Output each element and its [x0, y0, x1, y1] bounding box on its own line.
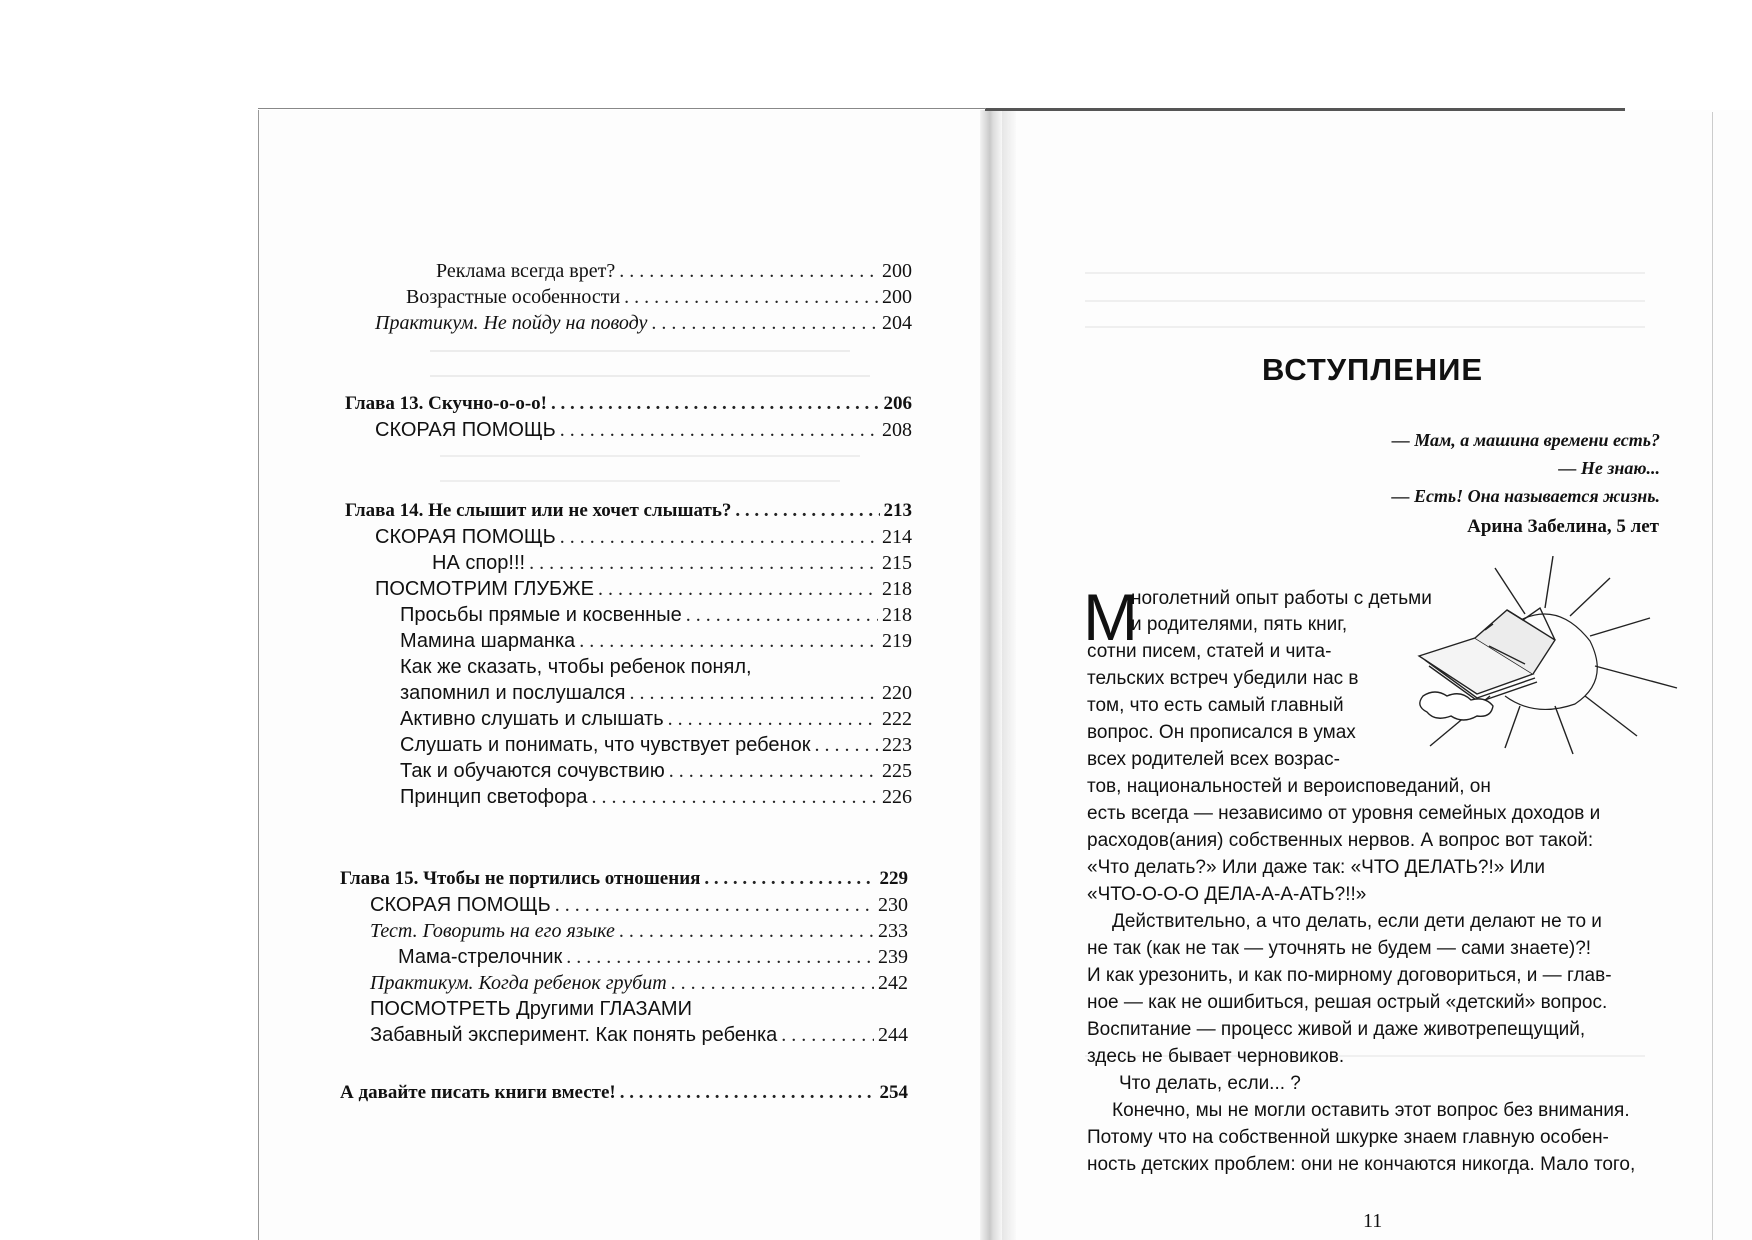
epigraph-line: — Есть! Она называется жизнь. — [1391, 486, 1660, 506]
leader-dots — [686, 604, 878, 627]
toc-entry-page: 200 — [882, 286, 912, 308]
body-line: есть всегда — независимо от уровня семейных доходов и — [1087, 803, 1601, 824]
toc-chapter — [345, 500, 912, 522]
leader-dots — [620, 1082, 876, 1104]
toc-entry — [398, 946, 908, 969]
toc-entry-title: Активно слушать и слышать — [400, 708, 664, 730]
epigraph-line: — Не знаю... — [1558, 458, 1660, 478]
toc-entry — [400, 760, 912, 783]
body-line: том, что есть самый главный — [1087, 695, 1344, 716]
toc-entry-page: 206 — [883, 393, 912, 414]
toc-entry-title: Слушать и понимать, что чувствует ребенок — [400, 734, 811, 756]
bleed-through-line — [1085, 300, 1645, 302]
body-line: сотни писем, статей и чита- — [1087, 641, 1332, 662]
toc-entry-title: запомнил и послушался — [400, 682, 626, 704]
body-line: тов, национальностей и вероисповеданий, он — [1087, 776, 1491, 797]
toc-entry-page: 229 — [879, 868, 908, 889]
toc-entry-page: 213 — [883, 500, 912, 521]
toc-entry — [400, 604, 912, 627]
leader-dots — [551, 393, 880, 415]
toc-entry — [400, 630, 912, 653]
toc-entry — [375, 578, 912, 601]
bleed-through-line — [440, 480, 840, 482]
toc-entry-title: Как же сказать, чтобы ребенок понял, — [400, 656, 752, 678]
toc-entry-page: 239 — [878, 946, 908, 968]
bleed-through-line — [1085, 272, 1645, 274]
toc-entry — [370, 972, 908, 995]
toc-entry-title: Глава 15. Чтобы не портились отношения — [340, 868, 701, 889]
body-line: тельских встреч убедили нас в — [1087, 668, 1359, 689]
toc-entry-page: 214 — [882, 526, 912, 548]
page-number: 11 — [1363, 1210, 1383, 1232]
toc-entry-title: ПОСМОТРЕТЬ Другими ГЛАЗАМИ — [370, 998, 692, 1020]
chapter-title: ВСТУПЛЕНИЕ — [1262, 352, 1484, 387]
body-line: ное — как не ошибиться, решая острый «детский» вопрос. — [1087, 992, 1608, 1013]
toc-entry — [400, 682, 912, 705]
body-line: Потому что на собственной шкурке знаем главную особен- — [1087, 1127, 1609, 1148]
toc-entry-page: 222 — [882, 708, 912, 730]
page-top-edge — [985, 108, 1625, 111]
toc-entry-title: Тест. Говорить на его языке — [370, 920, 615, 942]
leader-dots — [669, 760, 878, 783]
toc-entry — [370, 920, 908, 943]
toc-entry-title: Практикум. Когда ребенок грубит — [370, 972, 667, 994]
book-gutter — [980, 110, 1002, 1240]
toc-entry-page: 220 — [882, 682, 912, 704]
toc-entry-page: 233 — [878, 920, 908, 942]
toc-entry-title: Принцип светофора — [400, 786, 588, 808]
toc-entry-title: Практикум. Не пойду на поводу — [375, 312, 648, 334]
leader-dots — [566, 946, 874, 969]
leader-dots — [651, 312, 878, 335]
body-line: ноголетний опыт работы с детьми — [1131, 588, 1432, 609]
toc-entry-page: 223 — [882, 734, 912, 756]
toc-entry — [375, 312, 912, 335]
body-line: Что делать, если... ? — [1119, 1073, 1301, 1094]
toc-entry-title: Так и обучаются сочувствию — [400, 760, 665, 782]
page-right-edge — [1712, 112, 1713, 1240]
leader-dots — [735, 500, 879, 522]
toc-entry-page: 226 — [882, 786, 912, 808]
toc-entry-title: Возрастные особенности — [406, 286, 621, 308]
bleed-through-line — [440, 455, 860, 457]
toc-entry-page: 204 — [882, 312, 912, 334]
leader-dots — [671, 972, 874, 995]
leader-dots — [619, 260, 878, 283]
body-line: здесь не бывает черновиков. — [1087, 1046, 1345, 1067]
toc-entry-title: Глава 14. Не слышит или не хочет слышать? — [345, 500, 732, 521]
leader-dots — [598, 578, 878, 601]
toc-entry — [432, 552, 912, 575]
leader-dots — [579, 630, 878, 653]
toc-entry — [375, 419, 912, 442]
epigraph-line: — Мам, а машина времени есть? — [1391, 430, 1660, 450]
bleed-through-line — [430, 350, 850, 352]
toc-entry-title: Просьбы прямые и косвенные — [400, 604, 682, 626]
toc-entry-title: Мамина шарманка — [400, 630, 576, 652]
toc-entry-page: 219 — [882, 630, 912, 652]
toc-entry-page: 215 — [882, 552, 912, 574]
body-line: всех родителей всех возрас- — [1087, 749, 1340, 770]
toc-entry-title: СКОРАЯ ПОМОЩЬ — [370, 894, 551, 916]
toc-entry — [370, 1024, 908, 1047]
toc-chapter — [345, 393, 912, 415]
body-line: вопрос. Он прописался в умах — [1087, 722, 1356, 743]
toc-entry-page: 218 — [882, 604, 912, 626]
leader-dots — [560, 526, 878, 549]
toc-entry — [400, 708, 912, 731]
body-line: «ЧТО-О-О-О ДЕЛА-А-А-АТЬ?!!» — [1087, 884, 1367, 905]
body-line: ность детских проблем: они не кончаются никогда. Мало того, — [1087, 1154, 1636, 1175]
leader-dots — [704, 868, 875, 890]
book-with-sunrays-icon — [1405, 556, 1685, 761]
body-line: И как урезонить, и как по-мирному договориться, и — глав- — [1087, 965, 1612, 986]
toc-entry-page: 218 — [882, 578, 912, 600]
body-line: не так (как не так — уточнять не будем — сами знаете)?! — [1087, 938, 1592, 959]
bleed-through-line — [430, 375, 870, 377]
toc-entry-page: 242 — [878, 972, 908, 994]
leader-dots — [555, 894, 874, 917]
toc-entry — [375, 526, 912, 549]
body-line: расходов(ания) собственных нервов. А вопрос вот такой: — [1087, 830, 1594, 851]
leader-dots — [619, 920, 874, 943]
toc-entry-title: А давайте писать книги вместе! — [340, 1082, 616, 1103]
leader-dots — [560, 419, 878, 442]
toc-entry-title: Забавный эксперимент. Как понять ребенка — [370, 1024, 778, 1046]
body-line: «Что делать?» Или даже так: «ЧТО ДЕЛАТЬ?!» Или — [1087, 857, 1545, 878]
leader-dots — [629, 682, 878, 705]
toc-entry — [370, 894, 908, 917]
body-line: и родителями, пять книг, — [1131, 614, 1348, 635]
toc-entry-page: 244 — [878, 1024, 908, 1046]
leader-dots — [624, 286, 878, 309]
page-top-edge-left — [258, 108, 986, 109]
toc-entry-page: 225 — [882, 760, 912, 782]
toc-entry-title: НА спор!!! — [432, 552, 526, 574]
leader-dots — [591, 786, 878, 809]
leader-dots — [814, 734, 878, 757]
toc-entry-page: 208 — [882, 419, 912, 441]
epigraph-author: Арина Забелина, 5 лет — [1467, 516, 1659, 537]
body-line: Воспитание — процесс живой и даже животрепещущий, — [1087, 1019, 1586, 1040]
toc-entry-page: 200 — [882, 260, 912, 282]
toc-entry — [400, 786, 912, 809]
toc-chapter — [340, 868, 908, 890]
toc-entry-title: ПОСМОТРИМ ГЛУБЖЕ — [375, 578, 594, 600]
toc-entry-page: 230 — [878, 894, 908, 916]
toc-entry-title: Глава 13. Скучно-о-о-о! — [345, 393, 547, 414]
toc-entry-page: 254 — [879, 1082, 908, 1103]
toc-entry-title: СКОРАЯ ПОМОЩЬ — [375, 526, 556, 548]
book-gutter-shadow — [1002, 110, 1016, 1240]
toc-entry — [400, 656, 912, 679]
toc-entry-title: Мама-стрелочник — [398, 946, 563, 968]
bleed-through-line — [1085, 326, 1645, 328]
body-line: Действительно, а что делать, если дети делают не то и — [1112, 911, 1602, 932]
toc-entry — [406, 286, 912, 309]
drop-cap: М — [1083, 580, 1138, 654]
toc-entry — [370, 998, 908, 1021]
toc-entry — [436, 260, 912, 283]
leader-dots — [668, 708, 878, 731]
toc-entry-title: Реклама всегда врет? — [436, 260, 616, 282]
leader-dots — [529, 552, 878, 575]
toc-entry — [400, 734, 912, 757]
toc-chapter — [340, 1082, 908, 1104]
leader-dots — [781, 1024, 874, 1047]
body-line: Конечно, мы не могли оставить этот вопрос без внимания. — [1112, 1100, 1630, 1121]
toc-entry-title: СКОРАЯ ПОМОЩЬ — [375, 419, 556, 441]
